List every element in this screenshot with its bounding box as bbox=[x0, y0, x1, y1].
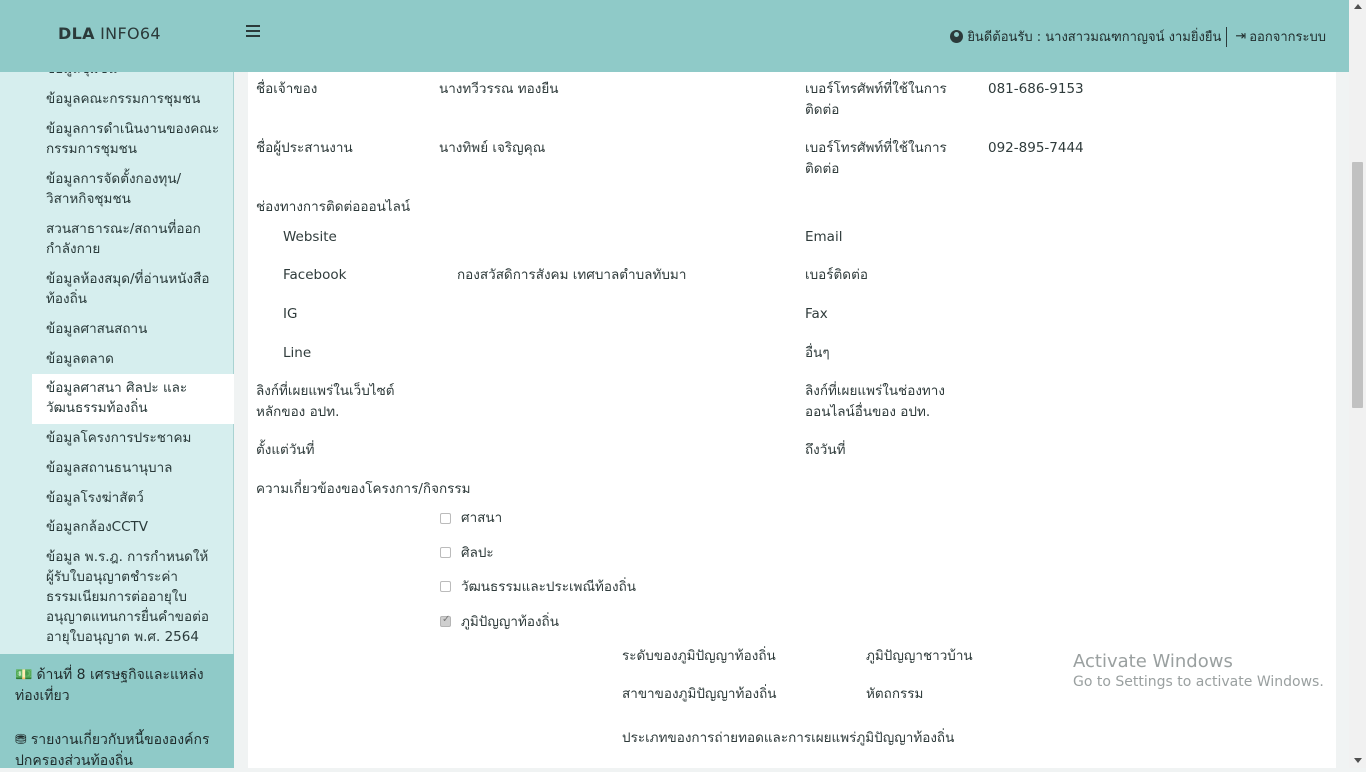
owner-phone-label: เบอร์โทรศัพท์ที่ใช้ในการติดต่อ bbox=[805, 81, 947, 118]
watermark-subtitle: Go to Settings to activate Windows. bbox=[1073, 674, 1324, 690]
contact-number-label: เบอร์ติดต่อ bbox=[805, 267, 868, 283]
checkbox-local-wisdom-label: ภูมิปัญญาท้องถิ่น bbox=[461, 614, 559, 630]
checkbox-culture[interactable] bbox=[440, 581, 451, 592]
logout-icon[interactable]: ⇥ bbox=[1235, 29, 1247, 44]
fax-label: Fax bbox=[805, 306, 828, 322]
facebook-label: Facebook bbox=[283, 267, 347, 283]
wisdom-branch-value: หัตถกรรม bbox=[866, 686, 924, 702]
sidebar-item-religion-arts-culture[interactable]: ข้อมูลศาสนา ศิลปะ และวัฒนธรรมท้องถิ่น bbox=[46, 380, 188, 416]
checkbox-arts-label: ศิลปะ bbox=[461, 545, 494, 561]
money-icon: 💵 bbox=[15, 667, 33, 683]
sidebar-item-slaughterhouse[interactable]: ข้อมูลโรงฆ่าสัตว์ bbox=[46, 490, 144, 506]
coins-icon: ⛃ bbox=[15, 732, 27, 748]
scrollbar-thumb[interactable] bbox=[1352, 162, 1363, 408]
checkbox-arts[interactable] bbox=[440, 547, 451, 558]
main-web-link-label: ลิงก์ที่เผยแพร่ในเว็บไซต์หลักของ อปท. bbox=[256, 383, 395, 420]
email-label: Email bbox=[805, 229, 843, 245]
checkbox-religion-label: ศาสนา bbox=[461, 510, 503, 526]
coordinator-phone-value: 092-895-7444 bbox=[988, 140, 1084, 156]
watermark-title: Activate Windows bbox=[1073, 651, 1233, 672]
checkbox-local-wisdom[interactable] bbox=[440, 616, 451, 627]
sidebar-item-economy-tourism[interactable]: 💵 ด้านที่ 8 เศรษฐกิจและแหล่งท่องเที่ยว bbox=[15, 667, 204, 704]
activate-windows-watermark bbox=[1073, 651, 1324, 690]
sidebar-item-market[interactable]: ข้อมูลตลาด bbox=[46, 351, 114, 367]
divider bbox=[1226, 27, 1227, 47]
wisdom-level-value: ภูมิปัญญาชาวบ้าน bbox=[866, 648, 973, 664]
sidebar-item-public-forum[interactable]: ข้อมูลโครงการประชาคม bbox=[46, 430, 192, 446]
from-date-label: ตั้งแต่วันที่ bbox=[256, 442, 315, 458]
ig-label: IG bbox=[283, 306, 298, 322]
page-scrollbar[interactable] bbox=[1349, 0, 1366, 768]
checkbox-religion[interactable] bbox=[440, 513, 451, 524]
logout-link[interactable]: ออกจากระบบ bbox=[1249, 30, 1326, 45]
relation-title: ความเกี่ยวข้องของโครงการ/กิจกรรม bbox=[256, 481, 471, 497]
sidebar-item-committee[interactable]: ข้อมูลคณะกรรมการชุมชน bbox=[46, 91, 201, 107]
sidebar-item-pawnshop[interactable]: ข้อมูลสถานธนานุบาล bbox=[46, 460, 173, 476]
menu-toggle-icon[interactable] bbox=[246, 25, 260, 39]
scroll-up-arrow-icon[interactable] bbox=[1354, 4, 1362, 9]
scroll-down-arrow-icon[interactable] bbox=[1354, 758, 1362, 763]
sidebar-item-library[interactable]: ข้อมูลห้องสมุด/ที่อ่านหนังสือท้องถิ่น bbox=[46, 271, 210, 307]
owner-value: นางทวีวรรณ ทองยืน bbox=[439, 81, 559, 97]
sidebar-item-religious-places[interactable]: ข้อมูลศาสนสถาน bbox=[46, 321, 148, 337]
website-label: Website bbox=[283, 229, 337, 245]
wisdom-branch-label: สาขาของภูมิปัญญาท้องถิ่น bbox=[622, 686, 777, 702]
sidebar-item-funds[interactable]: ข้อมูลการจัดตั้งกองทุน/วิสาหกิจชุมชน bbox=[46, 171, 182, 207]
sidebar-item-committee-operations[interactable]: ข้อมูลการดำเนินงานของคณะกรรมการชุมชน bbox=[46, 121, 220, 157]
line-label: Line bbox=[283, 345, 312, 361]
sidebar-item-debt-report[interactable]: ⛃ รายงานเกี่ยวกับหนี้ขององค์กรปกครองส่วนท้องถิ่น bbox=[15, 732, 210, 769]
sidebar-item-royal-decree[interactable]: ข้อมูล พ.ร.ฎ. การกำหนดให้ผู้รับใบอนุญาตชำระค่าธรรมเนียมการต่ออายุใบอนุญาตแทนการยื่นคำขอต่ออายุใบอนุญาต พ.ศ. 2564 bbox=[46, 549, 209, 645]
to-date-label: ถึงวันที่ bbox=[805, 442, 846, 458]
brand-logo[interactable]: DLA INFO64 bbox=[58, 24, 161, 43]
facebook-value: กองสวัสดิการสังคม เทศบาลตำบลทับมา bbox=[457, 267, 687, 283]
sidebar bbox=[0, 72, 234, 768]
owner-phone-value: 081-686-9153 bbox=[988, 81, 1084, 97]
sidebar-item-parks[interactable]: สวนสาธารณะ/สถานที่ออกกำลังกาย bbox=[46, 221, 201, 257]
wisdom-level-label: ระดับของภูมิปัญญาท้องถิ่น bbox=[622, 648, 776, 664]
sidebar-item-cctv[interactable]: ข้อมูลกล้องCCTV bbox=[46, 519, 148, 535]
user-circle-icon bbox=[950, 30, 963, 43]
sidebar-submenu bbox=[0, 72, 234, 654]
top-navbar bbox=[0, 0, 1349, 72]
coordinator-value: นางทิพย์ เจริญคุณ bbox=[439, 140, 546, 156]
checkbox-culture-label: วัฒนธรรมและประเพณีท้องถิ่น bbox=[461, 579, 636, 595]
online-channels-title: ช่องทางการติดต่อออนไลน์ bbox=[256, 199, 411, 215]
user-area bbox=[950, 26, 1326, 47]
coordinator-label: ชื่อผู้ประสานงาน bbox=[256, 140, 353, 156]
owner-label: ชื่อเจ้าของ bbox=[256, 81, 318, 97]
welcome-text: ยินดีต้อนรับ : นางสาวมณฑกาญจน์ งามยิ่งยืน bbox=[967, 30, 1222, 45]
other-label: อื่นๆ bbox=[805, 345, 830, 361]
coordinator-phone-label: เบอร์โทรศัพท์ที่ใช้ในการติดต่อ bbox=[805, 140, 947, 177]
transfer-type-label: ประเภทของการถ่ายทอดและการเผยแพร่ภูมิปัญญาท้องถิ่น bbox=[622, 730, 955, 746]
other-online-link-label: ลิงก์ที่เผยแพร่ในช่องทางออนไลน์อื่นของ อปท. bbox=[805, 383, 945, 420]
